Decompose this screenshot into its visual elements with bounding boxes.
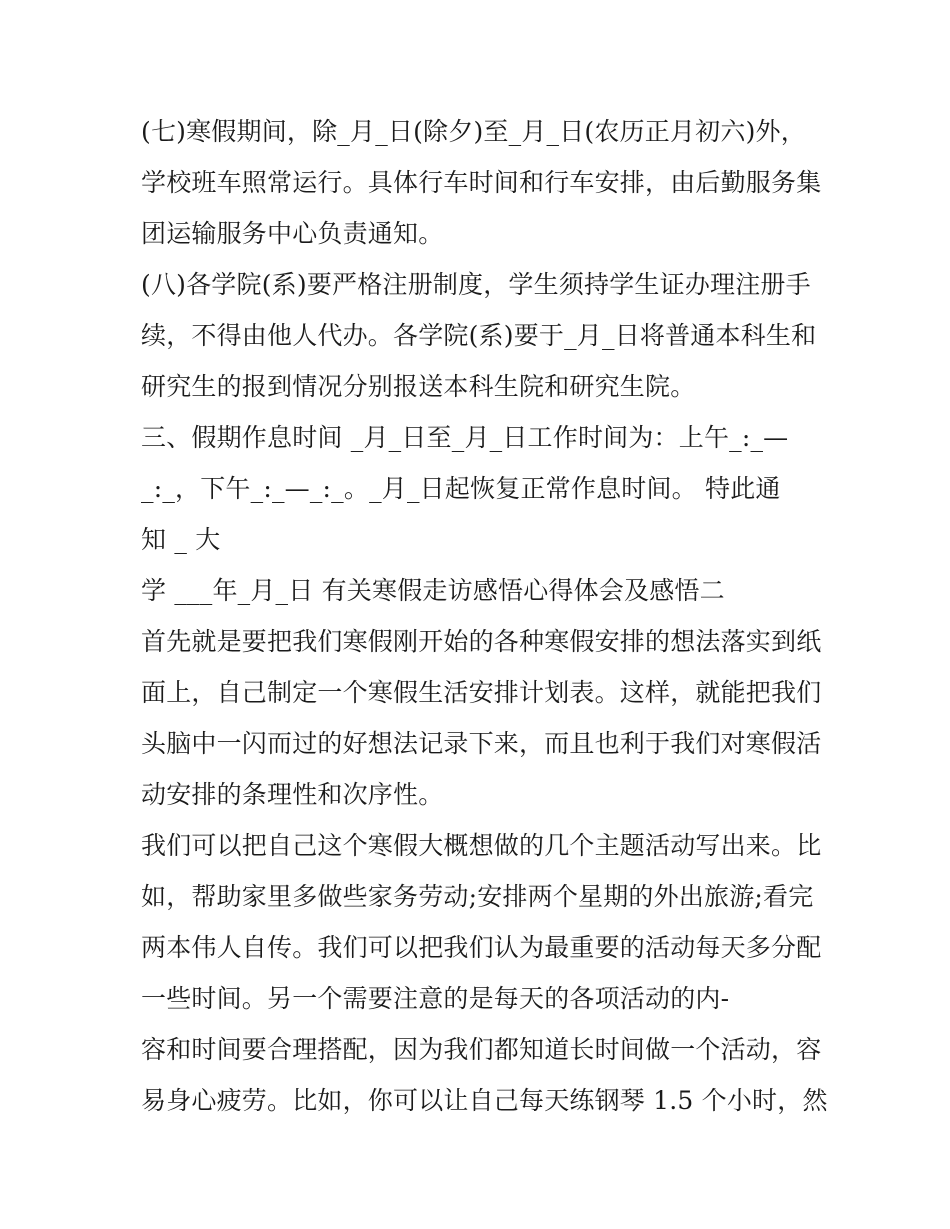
- text-line: (八)各学院(系)要严格注册制度，学生须持学生证办理注册手: [141, 270, 811, 299]
- text-line: 首先就是要把我们寒假刚开始的各种寒假安排的想法落实到纸: [141, 627, 822, 656]
- text-line: 如，帮助家里多做些家务劳动;安排两个星期的外出旅游;看完: [141, 882, 814, 911]
- text-line: 学校班车照常运行。具体行车时间和行车安排，由后勤服务集: [141, 168, 822, 197]
- text-line: 一些时间。另一个需要注意的是每天的各项活动的内-: [141, 984, 730, 1013]
- text-line: 面上，自己制定一个寒假生活安排计划表。这样，就能把我们: [141, 678, 822, 707]
- text-line: 易身心疲劳。比如，你可以让自己每天练钢琴 1.5 个小时，然: [141, 1086, 828, 1115]
- text-line: (七)寒假期间，除_月_日(除夕)至_月_日(农历正月初六)外，: [141, 117, 806, 146]
- section-heading-line: 三、假期作息时间 _月_日至_月_日工作时间为：上午_:_—: [141, 423, 789, 452]
- text-line: 我们可以把自己这个寒假大概想做的几个主题活动写出来。比: [141, 831, 822, 860]
- text-line: 学 ___年_月_日 有关寒假走访感悟心得体会及感悟二: [141, 576, 725, 605]
- text-line: 容和时间要合理搭配，因为我们都知道长时间做一个活动，容: [141, 1035, 822, 1064]
- text-line: 知 _ 大: [141, 525, 221, 554]
- text-line: 团运输服务中心负责通知。: [141, 219, 444, 248]
- text-line: 续，不得由他人代办。各学院(系)要于_月_日将普通本科生和: [141, 321, 817, 350]
- text-line: 动安排的条理性和次序性。: [141, 780, 444, 809]
- text-line: _:_，下午_:_—_:_。_月_日起恢复正常作息时间。 特此通: [141, 474, 781, 503]
- text-line: 两本伟人自传。我们可以把我们认为最重要的活动每天多分配: [141, 933, 822, 962]
- document-body: [141, 106, 828, 1126]
- text-line: 研究生的报到情况分别报送本科生院和研究生院。: [141, 372, 696, 401]
- text-line: 头脑中一闪而过的好想法记录下来，而且也利于我们对寒假活: [141, 729, 822, 758]
